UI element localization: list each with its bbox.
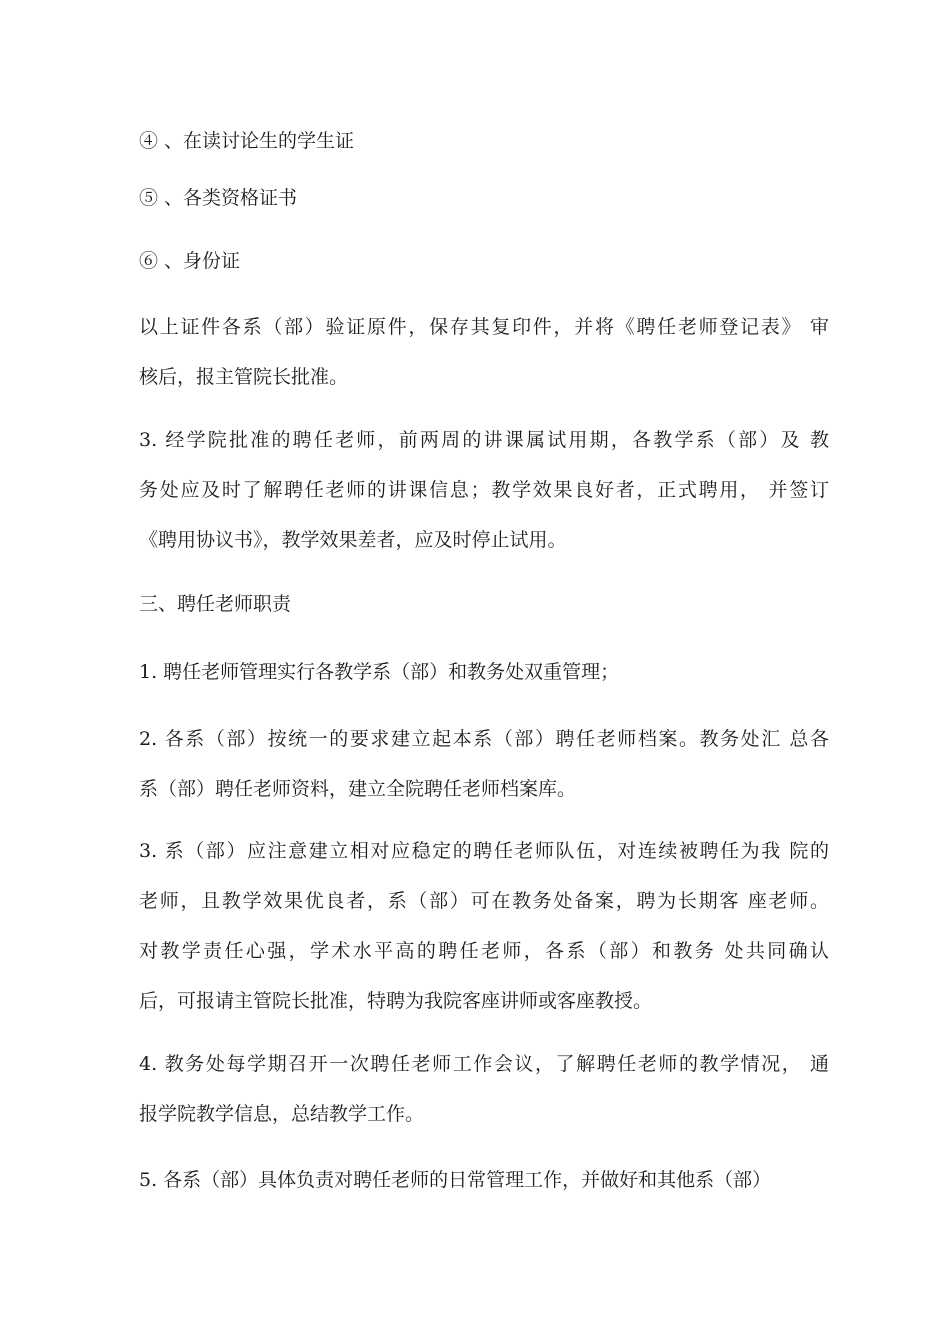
section-heading: 三、聘任老师职责 xyxy=(139,593,292,615)
paragraph-line: 3. 经学院批准的聘任老师，前两周的讲课属试用期，各教学系（部）及 教 xyxy=(139,429,829,451)
paragraph-line: 后，可报请主管院长批准，特聘为我院客座讲师或客座教授。 xyxy=(139,990,653,1012)
paragraph-line: 2. 各系（部）按统一的要求建立起本系（部）聘任老师档案。教务处汇 总各 xyxy=(139,728,829,750)
paragraph-line: 5. 各系（部）具体负责对聘任老师的日常管理工作，并做好和其他系（部） xyxy=(139,1169,772,1191)
paragraph-line: 老师，且教学效果优良者，系（部）可在教务处备案，聘为长期客 座老师。 xyxy=(139,890,829,912)
list-item-id-card: ⑥ 、身份证 xyxy=(139,250,241,272)
paragraph-line: 核后，报主管院长批准。 xyxy=(139,366,349,388)
paragraph-line: 务处应及时了解聘任老师的讲课信息；教学效果良好者，正式聘用， 并签订 xyxy=(139,479,829,501)
paragraph-line: 系（部）聘任老师资料，建立全院聘任老师档案库。 xyxy=(139,778,577,800)
list-item-student-id: ④ 、在读讨论生的学生证 xyxy=(139,130,355,152)
paragraph-line: 1. 聘任老师管理实行各教学系（部）和教务处双重管理； xyxy=(139,661,620,683)
paragraph-line: 报学院教学信息，总结教学工作。 xyxy=(139,1103,425,1125)
paragraph-line: 以上证件各系（部）验证原件，保存其复印件，并将《聘任老师登记表》 审 xyxy=(139,316,829,338)
paragraph-line: 对教学责任心强，学术水平高的聘任老师，各系（部）和教务 处共同确认 xyxy=(139,940,829,962)
list-item-certificates: ⑤ 、各类资格证书 xyxy=(139,187,298,209)
paragraph-line: 《聘用协议书》，教学效果差者，应及时停止试用。 xyxy=(139,529,567,551)
paragraph-line: 3. 系（部）应注意建立相对应稳定的聘任老师队伍，对连续被聘任为我 院的 xyxy=(139,840,829,862)
paragraph-line: 4. 教务处每学期召开一次聘任老师工作会议，了解聘任老师的教学情况， 通 xyxy=(139,1053,829,1075)
